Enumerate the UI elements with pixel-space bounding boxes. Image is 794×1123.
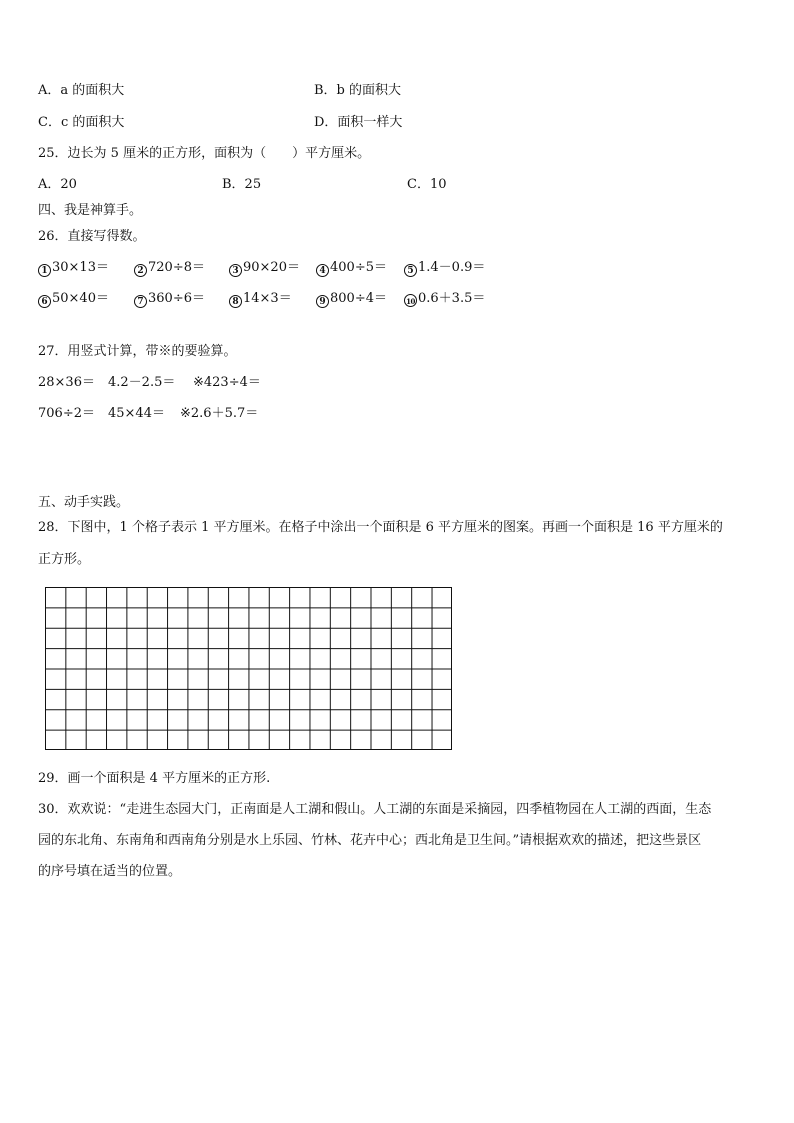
q26-item (134, 260, 205, 277)
q30-line-2: 园的东北角、东南角和西南角分别是水上乐园、竹林、花卉中心；西北角是卫生间。”请根据欢欢的描述，把这些景区 (38, 833, 702, 848)
q25-question: 25．边长为 5 厘米的正方形，面积为（ ）平方厘米。 (38, 146, 371, 161)
q26-expression: 14×3＝ (243, 291, 292, 306)
q26-item (38, 291, 109, 308)
circled-number: 9 (316, 295, 329, 308)
q27-expression: 28×36＝ (38, 375, 95, 390)
circled-number: 6 (38, 295, 51, 308)
circled-number: 10 (404, 294, 417, 307)
circled-number: 1 (38, 264, 51, 277)
circled-number: 7 (134, 295, 147, 308)
q26-expression: 1.4－0.9＝ (418, 260, 486, 275)
q28-line-1: 28．下图中，1 个格子表示 1 平方厘米。在格子中涂出一个面积是 6 平方厘米的图案。再画一个面积是 16 平方厘米的 (38, 520, 723, 535)
q27-question: 27．用竖式计算，带※的要验算。 (38, 344, 237, 359)
square-grid (45, 587, 452, 750)
q26-item (316, 260, 387, 277)
q24-option-d: D．面积一样大 (314, 115, 403, 130)
section-4-title: 四、我是神算手。 (38, 203, 143, 218)
circled-number: 5 (404, 264, 417, 277)
q26-item (229, 260, 300, 277)
q26-item (38, 260, 109, 277)
q26-question: 26．直接写得数。 (38, 229, 146, 244)
q26-expression: 800÷4＝ (330, 291, 387, 306)
section-5-title: 五、动手实践。 (38, 495, 130, 510)
q25-option-a: A．20 (38, 177, 77, 192)
q27-expression: 706÷2＝ (38, 406, 95, 421)
circled-number: 3 (229, 264, 242, 277)
q27-expression: 4.2－2.5＝ (108, 375, 176, 390)
q27-expression: ※423÷4＝ (193, 375, 261, 390)
q26-expression: 400÷5＝ (330, 260, 387, 275)
q26-item (229, 291, 292, 308)
q24-option-a: A．a 的面积大 (38, 83, 125, 98)
q26-expression: 50×40＝ (52, 291, 109, 306)
circled-number: 8 (229, 295, 242, 308)
q26-expression: 90×20＝ (243, 260, 300, 275)
q27-expression: ※2.6＋5.7＝ (180, 406, 259, 421)
q26-item (404, 291, 485, 307)
q26-item (316, 291, 387, 308)
q27-expression: 45×44＝ (108, 406, 165, 421)
circled-number: 2 (134, 264, 147, 277)
q26-item (134, 291, 205, 308)
q25-option-c: C．10 (407, 177, 447, 192)
q26-expression: 360÷6＝ (148, 291, 205, 306)
q24-option-b: B．b 的面积大 (314, 83, 402, 98)
q26-expression: 0.6＋3.5＝ (418, 291, 486, 306)
q24-option-c: C．c 的面积大 (38, 115, 125, 130)
q28-line-2: 正方形。 (38, 552, 91, 567)
q29-question: 29．画一个面积是 4 平方厘米的正方形. (38, 771, 271, 786)
q25-option-b: B．25 (222, 177, 262, 192)
circled-number: 4 (316, 264, 329, 277)
q26-expression: 30×13＝ (52, 260, 109, 275)
q26-item (404, 260, 485, 277)
q30-line-1: 30．欢欢说：“走进生态园大门，正南面是人工湖和假山。人工湖的东面是采摘园，四季植物园在人工湖的西面，生态 (38, 802, 712, 817)
q26-expression: 720÷8＝ (148, 260, 205, 275)
q30-line-3: 的序号填在适当的位置。 (38, 864, 182, 879)
